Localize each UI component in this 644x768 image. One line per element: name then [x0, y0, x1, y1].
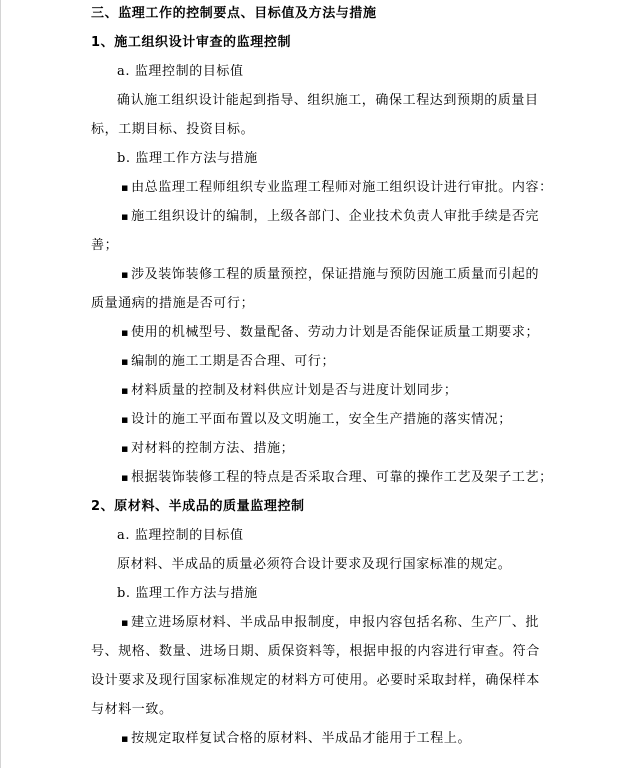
bullet-icon: ▪ — [121, 413, 130, 426]
bullet-icon: ▪ — [121, 616, 130, 629]
bullet-item: ▪ 材料质量的控制及材料供应计划是否与进度计划同步； — [121, 383, 458, 398]
bullet-icon: ▪ — [121, 268, 130, 281]
bullet-continuation: 善； — [91, 238, 119, 253]
part2-heading: 2、原材料、半成品的质量监理控制 — [91, 499, 305, 514]
bullet-item: ▪ 建立进场原材料、半成品申报制度，申报内容包括名称、生产厂、批 — [121, 615, 540, 630]
bullet-icon: ▪ — [121, 732, 130, 745]
part1-heading: 1、施工组织设计审查的监理控制 — [91, 35, 292, 50]
bullet-icon: ▪ — [121, 210, 130, 223]
bullet-icon: ▪ — [121, 384, 130, 397]
bullet-item: ▪ 编制的施工工期是否合理、可行； — [121, 354, 336, 369]
bullet-item: ▪ 使用的机械型号、数量配备、劳动力计划是否能保证质量工期要求； — [121, 325, 540, 340]
bullet-continuation: 质量通病的措施是否可行； — [91, 296, 255, 311]
bullet-icon: ▪ — [121, 442, 130, 455]
bullet-item: ▪ 根据装饰装修工程的特点是否采取合理、可靠的操作工艺及架子工艺； — [121, 470, 553, 485]
bullet-item: ▪ 涉及装饰装修工程的质量预控，保证措施与预防因施工质量而引起的 — [121, 267, 540, 282]
bullet-continuation: 号、规格、数量、进场日期、质保资料等，根据申报的内容进行审查。符合 — [91, 644, 540, 659]
bullet-icon: ▪ — [121, 355, 130, 368]
part2-b-label: b. 监理工作方法与措施 — [117, 586, 258, 601]
section-title: 三、监理工作的控制要点、目标值及方法与措施 — [91, 6, 377, 21]
part1-a-label: a. 监理控制的目标值 — [117, 64, 244, 79]
bullet-item: ▪ 对材料的控制方法、措施； — [121, 441, 295, 456]
part1-a-text-line1: 确认施工组织设计能起到指导、组织施工，确保工程达到预期的质量目 — [117, 93, 539, 108]
part2-a-label: a. 监理控制的目标值 — [117, 528, 244, 543]
bullet-icon: ▪ — [121, 326, 130, 339]
bullet-item: ▪ 由总监理工程师组织专业监理工程师对施工组织设计进行审批。内容： — [121, 180, 553, 195]
bullet-continuation: 设计要求及现行国家标准规定的材料方可使用。必要时采取封样，确保样本 — [91, 673, 540, 688]
bullet-item: ▪ 设计的施工平面布置以及文明施工，安全生产措施的落实情况； — [121, 412, 512, 427]
bullet-continuation: 与材料一致。 — [91, 702, 173, 717]
part1-b-label: b. 监理工作方法与措施 — [117, 151, 258, 166]
part1-a-text-line2: 标，工期目标、投资目标。 — [91, 122, 255, 137]
bullet-icon: ▪ — [121, 181, 130, 194]
part2-a-text: 原材料、半成品的质量必须符合设计要求及现行国家标准的规定。 — [117, 557, 512, 572]
bullet-item: ▪ 按规定取样复试合格的原材料、半成品才能用于工程上。 — [121, 731, 472, 746]
bullet-item: ▪ 施工组织设计的编制，上级各部门、企业技术负责人审批手续是否完 — [121, 209, 540, 224]
bullet-icon: ▪ — [121, 471, 130, 484]
